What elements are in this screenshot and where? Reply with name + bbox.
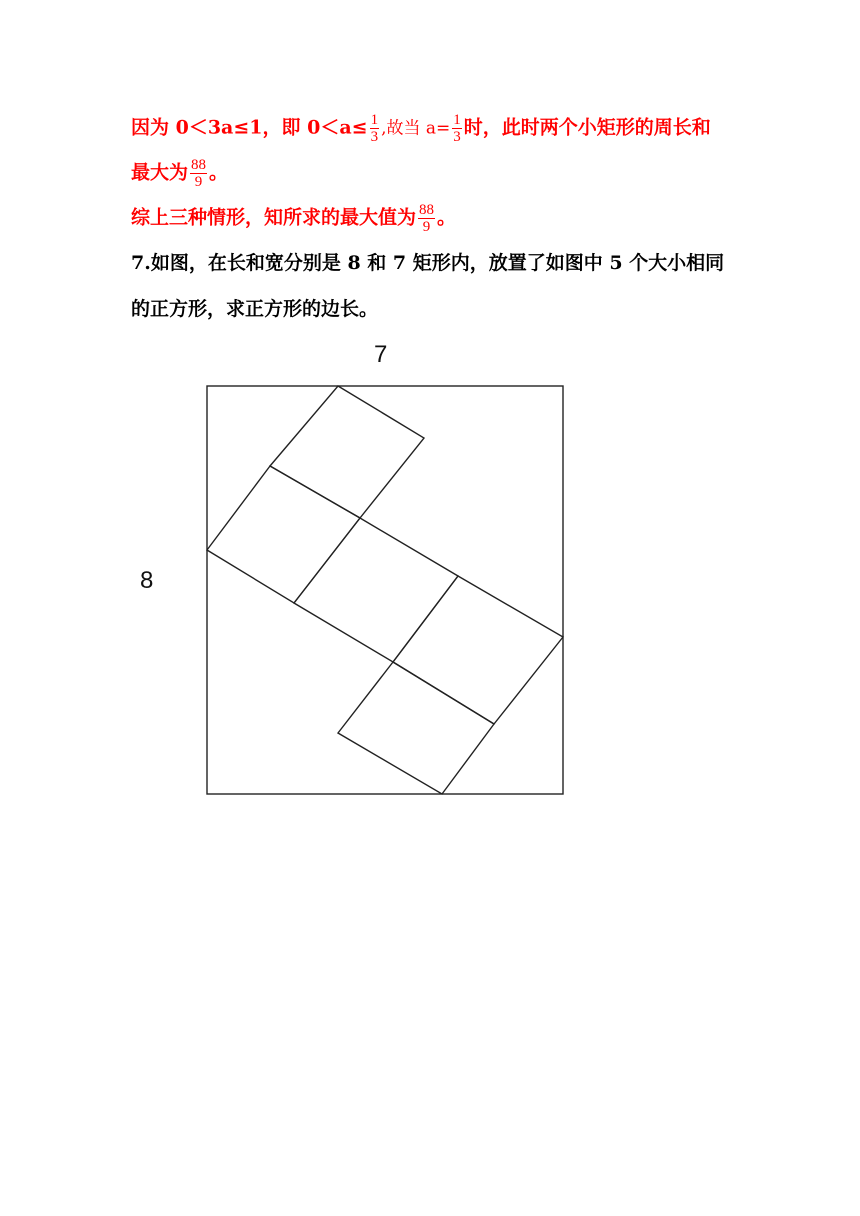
square-bottom <box>338 662 494 794</box>
square-top <box>270 386 424 518</box>
problem-line-2: 的正方形，求正方形的边长。 <box>131 298 379 320</box>
square-center <box>294 518 458 662</box>
fraction-one-third-2: $\frac{1}{3}$ <box>453 112 461 145</box>
problem-line-1: 7.如图，在长和宽分别是 8 和 7 矩形内，放置了如图中 5 个大小相同 <box>131 252 725 274</box>
solution-line-3-suffix: 。 <box>437 206 457 229</box>
fraction-one-third: $\frac{1}{3}$ <box>370 112 379 145</box>
solution-line-1-prefix: 因为 0＜3a≤1，即 0＜a≤ <box>131 116 368 139</box>
solution-line-3-prefix: 综上三种情形，知所求的最大值为 <box>131 206 417 229</box>
figure-width-label: 7 <box>374 341 388 368</box>
square-right <box>393 576 563 724</box>
solution-line-1-suffix: 时，此时两个小矩形的周长和 <box>463 116 711 139</box>
outer-rectangle <box>207 386 563 794</box>
solution-line-2-suffix: 。 <box>209 161 229 184</box>
solution-line-1-middle: ,故当 a= <box>381 118 451 139</box>
solution-line-2-prefix: 最大为 <box>131 161 189 184</box>
fraction-88-9: $\frac{88}{9}$ <box>191 157 207 190</box>
fraction-88-9-conclusion: $\frac{88}{9}$ <box>419 202 435 235</box>
square-upper-left <box>207 466 360 603</box>
figure-height-label: 8 <box>140 567 154 594</box>
